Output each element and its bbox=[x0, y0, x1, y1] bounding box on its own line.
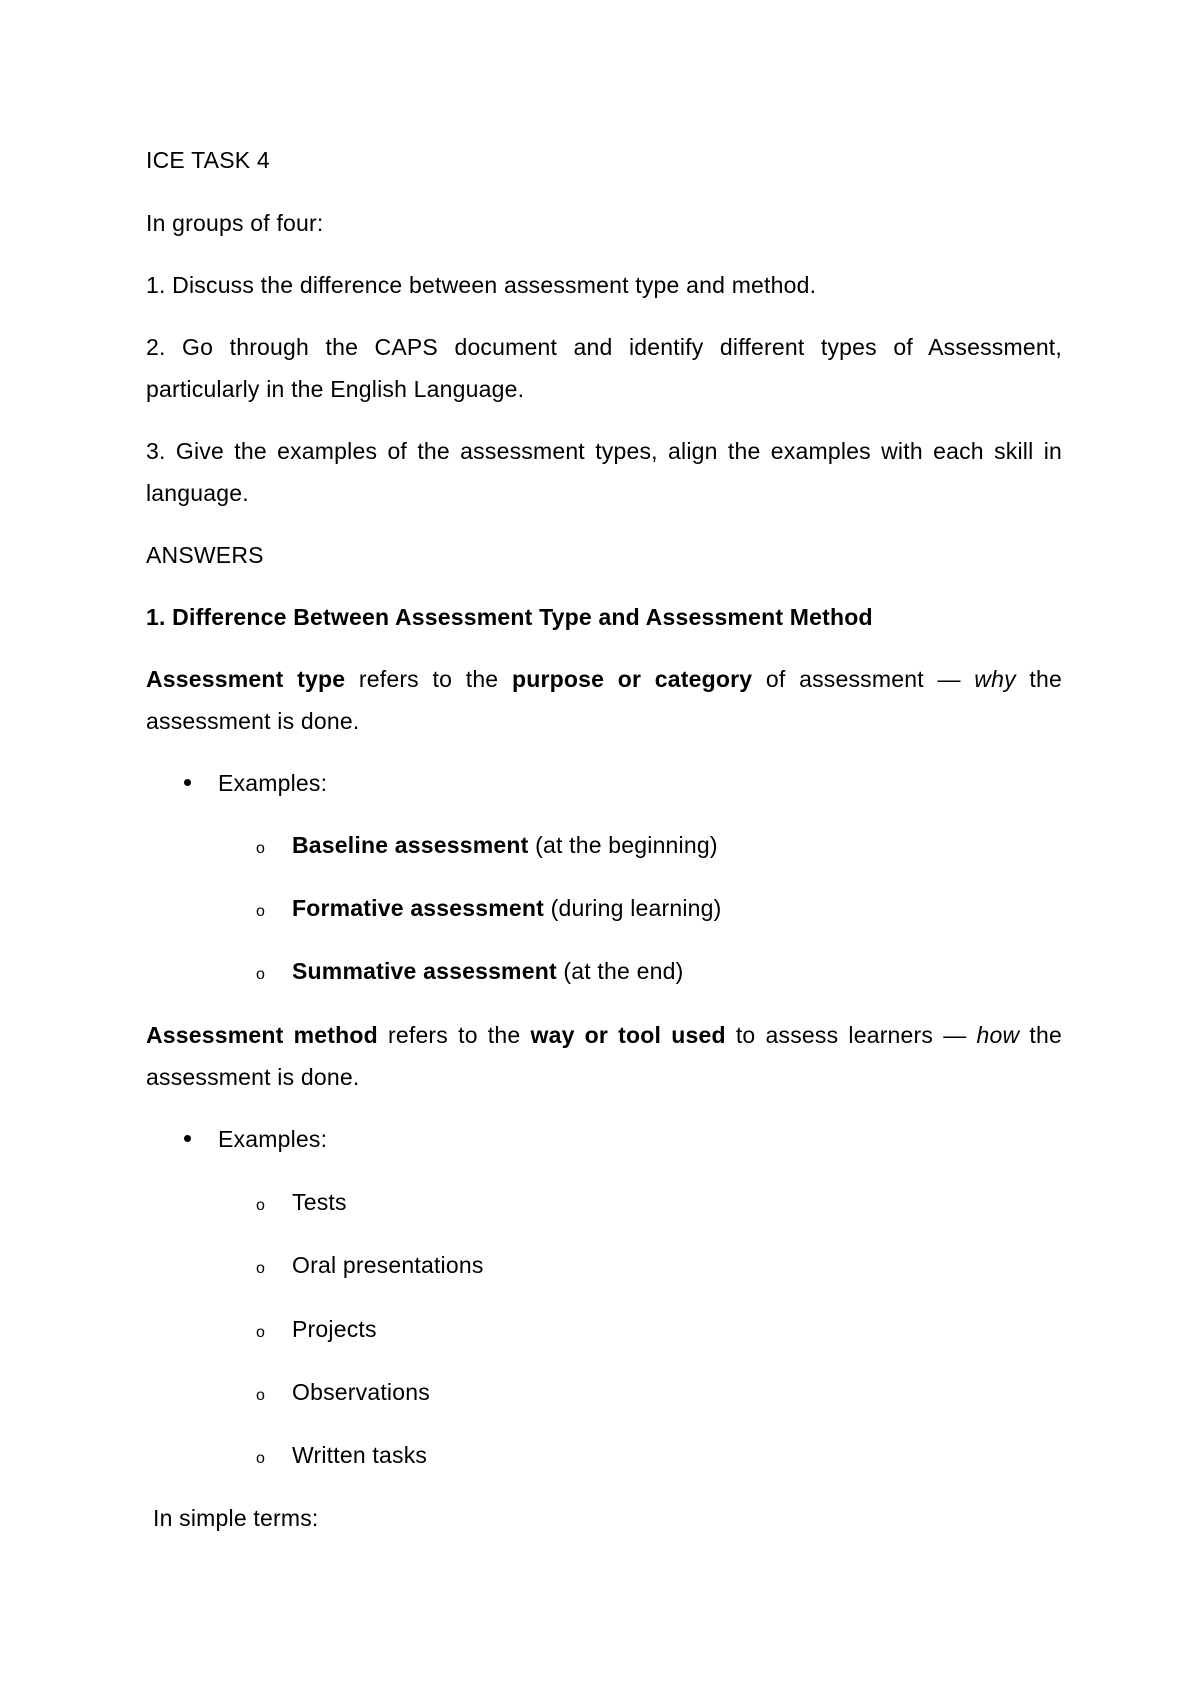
bullet-dot-icon bbox=[184, 762, 218, 804]
list-item: o Tests bbox=[256, 1181, 347, 1227]
circle-bullet-icon: o bbox=[256, 1324, 266, 1341]
method-text-3: the assessment is done. bbox=[146, 1022, 1063, 1090]
method-examples-label: Examples: bbox=[218, 1126, 328, 1152]
circle-bullet-icon: o bbox=[256, 1450, 266, 1467]
intro-text: In groups of four: bbox=[146, 210, 324, 236]
answers-label: ANSWERS bbox=[146, 542, 264, 568]
doc-title: ICE TASK 4 bbox=[146, 147, 270, 173]
task-1: 1. Discuss the difference between assessment type and method. bbox=[146, 272, 817, 298]
method-key: way or tool used bbox=[530, 1022, 726, 1048]
type-examples-bullet bbox=[184, 762, 327, 804]
section-1-heading bbox=[146, 596, 1062, 638]
task-3: 3. Give the examples of the assessment types, align the examples with each skill in language. bbox=[146, 438, 1062, 506]
method-text-1: refers to the bbox=[377, 1022, 531, 1048]
circle-bullet-icon: o bbox=[256, 1260, 266, 1277]
section-1-heading-text: 1. Difference Between Assessment Type and Assessment Method bbox=[146, 604, 873, 630]
list-item: o Formative assessment (during learning) bbox=[256, 887, 722, 933]
method-examples-bullet bbox=[184, 1118, 327, 1160]
method-text-2: to assess learners — bbox=[725, 1022, 977, 1048]
circle-bullet-icon: o bbox=[256, 966, 266, 983]
list-item: o Oral presentations bbox=[256, 1244, 484, 1290]
type-text-2: of assessment — bbox=[752, 666, 975, 692]
simple-terms-text: In simple terms: bbox=[153, 1505, 319, 1531]
type-examples-label: Examples: bbox=[218, 770, 328, 796]
type-key: purpose or category bbox=[511, 666, 753, 692]
type-term: Assessment type bbox=[146, 666, 346, 692]
list-item: o Observations bbox=[256, 1371, 430, 1417]
type-text-1: refers to the bbox=[345, 666, 512, 692]
circle-bullet-icon: o bbox=[256, 903, 266, 920]
method-emph: how bbox=[976, 1022, 1020, 1048]
list-item: o Projects bbox=[256, 1308, 377, 1354]
assessment-method-paragraph bbox=[146, 1014, 1062, 1098]
task-2: 2. Go through the CAPS document and identify different types of Assessment, particularly in the English Language. bbox=[146, 334, 1062, 402]
type-text-3: the assessment is done. bbox=[146, 666, 1063, 734]
circle-bullet-icon: o bbox=[256, 1387, 266, 1404]
list-item: o Written tasks bbox=[256, 1434, 427, 1480]
circle-bullet-icon: o bbox=[256, 840, 266, 857]
circle-bullet-icon: o bbox=[256, 1197, 266, 1214]
list-item: o Summative assessment (at the end) bbox=[256, 950, 683, 996]
bullet-dot-icon bbox=[184, 1118, 218, 1160]
type-emph: why bbox=[974, 666, 1016, 692]
method-term: Assessment method bbox=[146, 1022, 378, 1048]
list-item: o Baseline assessment (at the beginning) bbox=[256, 824, 718, 870]
assessment-type-paragraph bbox=[146, 658, 1062, 742]
